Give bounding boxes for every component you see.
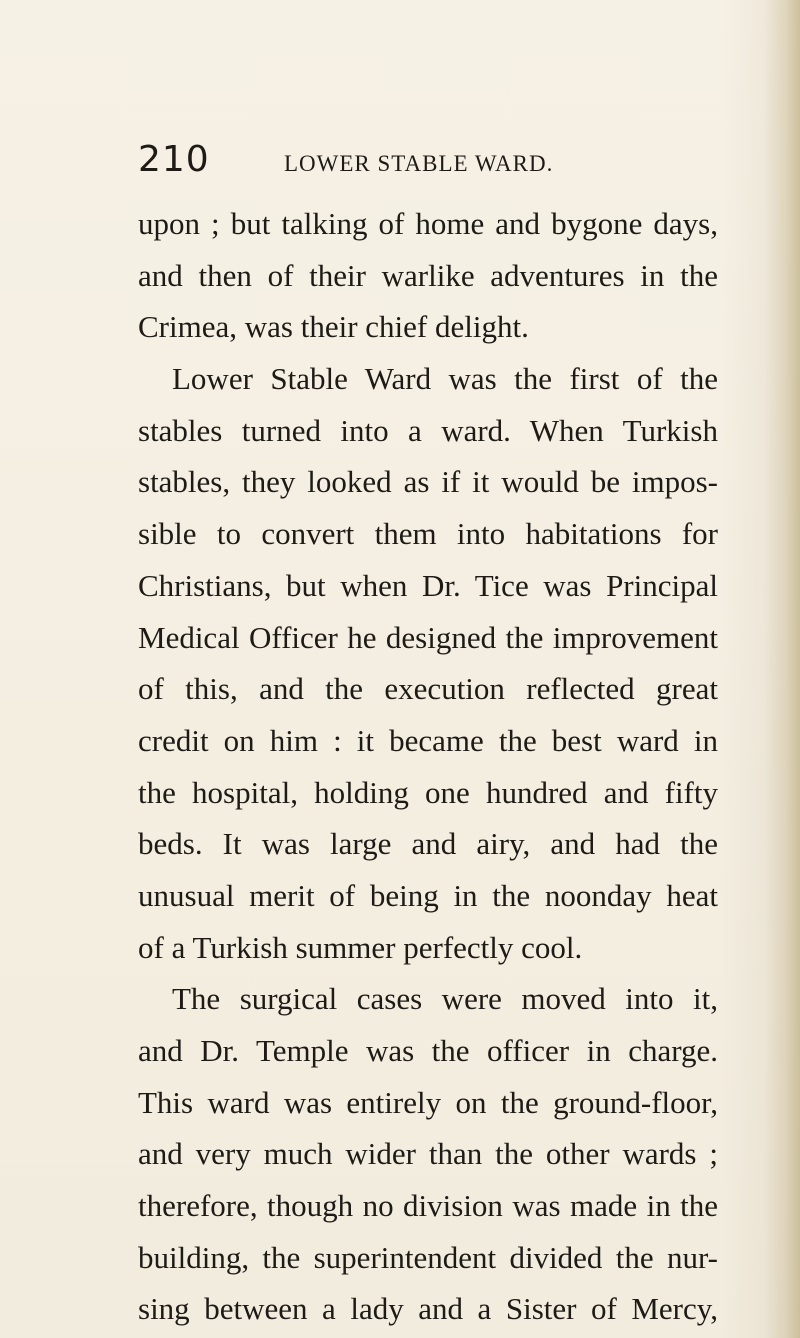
text-line: beds. It was large and airy, and had the	[138, 826, 718, 862]
page-edge-shadow	[764, 0, 800, 1338]
text-line: This ward was entirely on the ground-floor,	[138, 1084, 718, 1120]
text-line: Crimea, was their chief delight.	[138, 309, 529, 345]
text-line: of this, and the execution reflected great	[138, 671, 718, 707]
text-line: sing between a lady and a Sister of Mercy,	[138, 1291, 718, 1327]
text-line: sible to convert them into habitations for	[138, 516, 718, 552]
running-head	[138, 140, 698, 190]
text-line: credit on him : it became the best ward in	[138, 722, 718, 758]
text-line: building, the superintendent divided the nur-	[138, 1239, 718, 1275]
text-line: The surgical cases were moved into it,	[172, 981, 718, 1017]
text-line: upon ; but talking of home and bygone days,	[138, 206, 718, 241]
page-number: 210	[138, 139, 210, 180]
text-line: and very much wider than the other wards ;	[138, 1136, 718, 1172]
text-line: and Dr. Temple was the officer in charge.	[138, 1033, 718, 1068]
text-line: stables turned into a ward. When Turkish	[138, 412, 718, 448]
text-line: Lower Stable Ward was the first of the	[172, 361, 718, 397]
text-line: unusual merit of being in the noonday heat	[138, 877, 718, 913]
text-line: Christians, but when Dr. Tice was Principal	[138, 567, 718, 603]
text-line: of a Turkish summer perfectly cool.	[138, 929, 583, 965]
text-line: Medical Officer he designed the improvement	[138, 619, 718, 655]
running-title: LOWER STABLE WARD.	[284, 151, 554, 176]
text-line: and then of their warlike adventures in the	[138, 257, 718, 293]
text-line: therefore, though no division was made in the	[138, 1188, 718, 1224]
text-line: the hospital, holding one hundred and fifty	[138, 774, 718, 810]
text-line: stables, they looked as if it would be impos-	[138, 464, 718, 500]
body-text	[138, 198, 718, 1335]
